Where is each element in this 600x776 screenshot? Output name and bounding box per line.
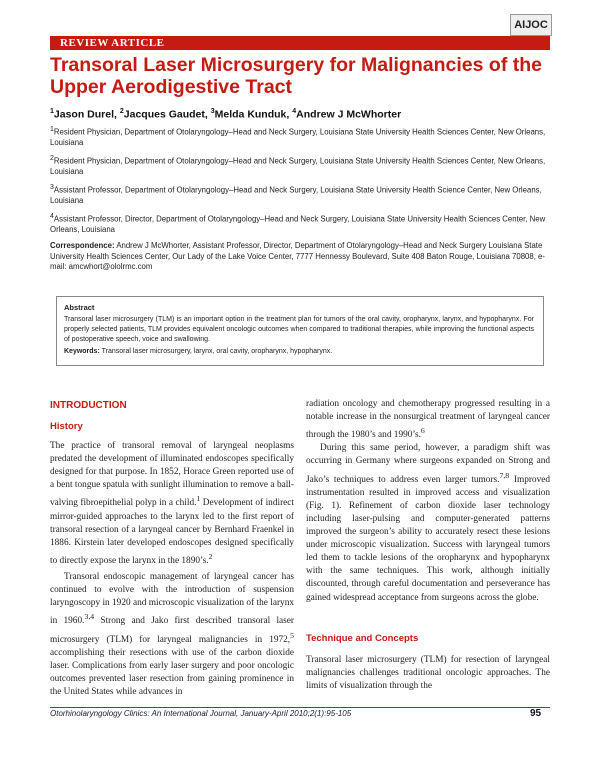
section-heading-history: History [50,421,83,432]
affiliation-text: Assistant Professor, Department of Otolaryngology–Head and Neck Surgery, Louisiana State University Health Science Center, New Orleans, Louisiana [50,185,542,206]
citation-ref: 7,8 [499,470,510,480]
keywords-label: Keywords: [64,348,100,355]
citation-ref: 6 [420,426,425,436]
author-name: Jason Durel [53,108,115,121]
paragraph: The practice of transoral removal of laryngeal neoplasms predated the development of illuminated endoscopes specifically designed for that purpose. In 1852, Horace Green reported use of a bent tongue spatula with sunlight illumination to remove a ball-valving fibroepithelial polyp in a child.$^1$ Development of indirect mirror-guided approaches to the larynx led to the first report of transoral resection of a laryngeal cancer by Bernhard Fraenkel in 1886. Kirstein later developed endoscopes designed specifically to directly expose the larynx in the 1890’s.$^2$ [50,441,294,566]
journal-tag: AIJOC [510,14,552,36]
section-heading-introduction: INTRODUCTION [50,400,127,411]
paragraph: During this same period, however, a paradigm shift was occurring in Germany where surgeons expanded on Strong and Jako’s techniques to address even larger tumors.$^{7,8}$ Improved instrumentation resulted in improved access and visualization (Fig. 1). Refinement of carbon dioxide laser technology including laser-pulsing and computer-generated patterns improved the surgeon’s ability to accurately resect these lesions under microscopic visualization. Success with laryngeal tumors led them to tackle lesions of the oropharynx and hypopharynx with the same techniques. This work, although initially discounted, through careful documentation and perseverance has gained widespread acceptance from surgeons across the globe. [306,443,551,603]
footer-citation: Otorhinolaryngology Clinics: An International Journal, January-April 2010;2(1):95-105 [50,709,352,718]
section-label: REVIEW ARTICLE [60,37,165,49]
abstract-text: Transoral laser microsurgery (TLM) is an important option in the treatment plan for tumors of the oral cavity, oropharynx, larynx, and hypopharynx. For properly selected patients, TLM provides equivalent oncologic outcomes when compared to traditional therapies, while improving the functional aspects of postoperative speech, voice and swallowing. [64,316,534,343]
affiliation-text: Resident Physician, Department of Otolaryngology–Head and Neck Surgery, Louisiana State University Health Sciences Center, New Orleans, Louisiana [50,156,546,177]
author-num: 1 [50,108,54,115]
affiliation-num: 3 [50,184,54,191]
footer-divider [50,707,550,708]
author-num: 4 [292,108,297,115]
author-num: 2 [119,108,124,115]
paragraph: Transoral endoscopic management of laryngeal cancer has continued to evolve with the introduction of suspension laryngoscopy in 1920 and microscopic visualization of the larynx in 1960.$^{3,4}$ Strong and Jako first described transoral laser microsurgery (TLM) for laryngeal malignancies in 1972,$^5$ accomplishing their resections with use of the carbon dioxide laser. Complications from early laser surgery and poor oncologic outcomes prevented laser resection from gaining prominence in the United States while advances in [50,572,294,697]
affiliation-num: 1 [50,126,54,133]
correspondence [50,241,550,273]
citation-ref: 1 [196,494,201,504]
keywords-text: Transoral laser microsurgery, larynx, oral cavity, oropharynx, hypopharynx. [101,348,333,355]
affiliation-text: Resident Physician, Department of Otolaryngology–Head and Neck Surgery, Louisiana State University Health Sciences Center, New Orleans, Louisiana [50,127,546,148]
article-title: Transoral Laser Microsurgery for Malignancies of the Upper Aerodigestive Tract [50,54,542,98]
correspondence-label: Correspondence: [50,241,115,250]
right-column [306,398,550,605]
section-heading-technique: Technique and Concepts [306,633,419,644]
affiliation-text: Assistant Professor, Director, Department of Otolaryngology–Head and Neck Surgery, Louisiana State University Health Sciences Center, New Orleans, Louisiana [50,214,546,235]
citation-ref: 3,4 [84,612,95,622]
author-name: Andrew J McWhorter [296,108,402,121]
citation-ref: 5 [290,630,294,640]
author-num: 3 [210,108,215,115]
right-column-continued [306,654,550,693]
paragraph: radiation oncology and chemotherapy progressed resulting in a notable increase in the nonsurgical treatment of laryngeal cancer through the 1980’s and 1990’s.$^6$ [306,399,550,441]
paragraph: Transoral laser microsurgery (TLM) for resection of laryngeal malignancies challenges traditional oncologic approaches. The limits of visualization through the [306,655,550,692]
affiliation-num: 4 [50,213,54,220]
page-number: 95 [530,708,542,719]
author-name: Jacques Gaudet [123,108,205,121]
citation-ref: 2 [208,551,213,561]
author-name: Melda Kunduk [214,108,287,121]
keywords [64,348,534,355]
affiliation [50,212,550,236]
correspondence-text: Andrew J McWhorter, Assistant Professor, Director, Department of Otolaryngology–Head and Neck Surgery Louisiana State University Health Sciences Center, Our Lady of the Lake Voice Center, 7777 Hennessy Boulevard, Suite 408 Baton Rouge, Louisiana 70808, e-mail: amcwhort@ololrmc.com [50,241,545,271]
affiliation [50,183,550,207]
affiliation [50,154,550,178]
author-list: $^1$Jason Durel, $^2$Jacques Gaudet, $^3$Melda Kunduk, $^4$Andrew J McWhorter [50,108,402,121]
abstract-heading: Abstract [64,303,95,312]
left-column [50,440,294,699]
affiliation [50,125,550,149]
affiliation-num: 2 [50,155,54,162]
